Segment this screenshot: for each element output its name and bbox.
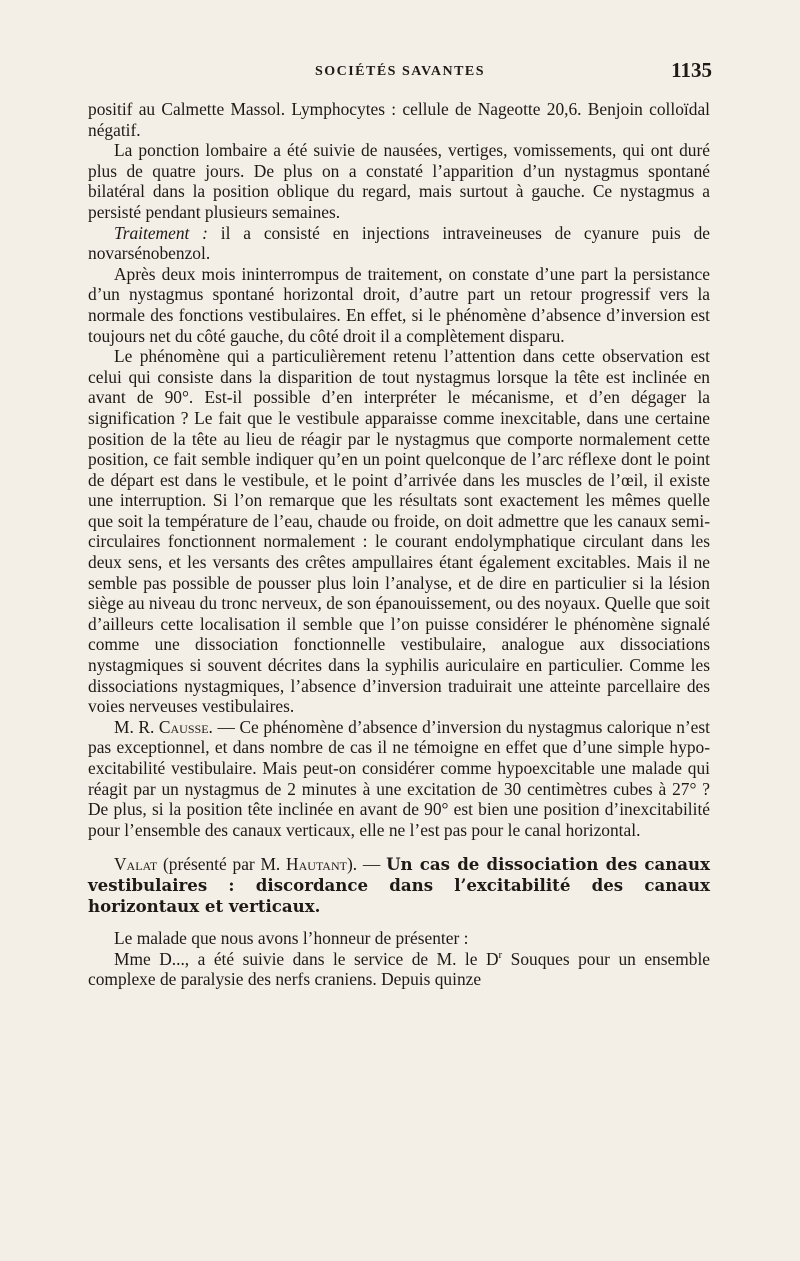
treatment-text: il a consisté en injections intraveineuses de cyanure puis de novarsénobenzol.: [88, 222, 710, 264]
paragraph-continuation: positif au Calmette Massol. Lymphocytes : cellule de Nageotte 20,6. Benjoin colloïdal négatif.: [88, 99, 710, 140]
paragraph-intro: Le malade que nous avons l’honneur de présenter :: [114, 928, 469, 949]
paragraph-after-treatment: Après deux mois ininterrompus de traitement, on constate d’une part la persistance d’un nystagmus spontané horizontal droit, d’autre part un retour progressif vers la normale des fonctions vestibulaires. En effet, si le phénomène d’absence d’inversion est toujours net du côté gauche, du côté droit il a complètement disparu.: [88, 263, 710, 346]
treatment-label: Traitement :: [114, 222, 208, 243]
presenter-name: Hautant: [286, 854, 347, 875]
paragraph-causse: [88, 717, 710, 841]
running-head: [88, 58, 712, 88]
running-title: SOCIÉTÉS SAVANTES: [314, 64, 486, 79]
paragraph-patient: [88, 949, 710, 990]
doctor-superscript: r: [498, 948, 503, 961]
patient-text-after: Souques pour un ensemble complexe de paralysie des nerfs craniens. Depuis quinze: [88, 948, 711, 990]
speaker-name: M. R. Causse.: [114, 716, 213, 737]
paragraph-lumbar-puncture: La ponction lombaire a été suivie de nausées, vertiges, vomissements, qui ont duré plus de quatre jours. De plus on a constaté l’apparition d’un nystagmus spontané bilatéral dans la position oblique du regard, mais surtout à gauche. Ce nystagmus a persisté pendant plusieurs semaines.: [88, 140, 710, 222]
page-number: 1135: [671, 58, 712, 82]
section-break: [88, 840, 710, 854]
section-title: Un cas de dissociation des canaux vestibulaires : discordance dans l’excitabilité des canaux horizontaux et verticaux.: [88, 854, 710, 916]
section-heading: [88, 854, 710, 916]
presented-by-open: (présenté par M.: [157, 854, 287, 875]
causse-text: — Ce phénomène d’absence d’inversion du nystagmus calorique n’est pas exceptionnel, et dans nombre de cas il ne témoigne en effet que d’une simple hypo-excitabilité vestibulaire. Mais peut-on considérer comme hypoexcitable une malade qui réagit par un nystagmus de 2 minutes à une excitation de 30 centimètres cubes à 27° ? De plus, si la position tête inclinée en avant de 90° est bien une position d’inexcitabilité pour l’ensemble des canaux verticaux, elle ne l’est pas pour le canal horizontal.: [88, 716, 711, 840]
author-name: Valat: [114, 854, 158, 875]
paragraph-treatment: [88, 223, 710, 264]
body-text: [88, 99, 710, 990]
patient-text-before: Mme D..., a été suivie dans le service de M. le D: [114, 948, 499, 969]
presented-by-close: ). —: [346, 854, 387, 875]
paragraph-discussion: Le phénomène qui a particulièrement retenu l’attention dans cette observation est celui qui consiste dans la disparition de tout nystagmus lorsque la tête est inclinée en avant de 90°. Est-il possible d’en interpréter le mécanisme, et d’en dégager la signification ? Le fait que le vestibule apparaisse comme inexcitable, dans une certaine position de la tête au lieu de réagir par le nystagmus que comporte normalement cette position, ce fait semble indiquer qu’en un point quelconque de l’arc réflexe dont le point de départ est dans le vestibule, et le point d’arrivée dans les muscles de l’œil, il existe une interruption. Si l’on remarque que les résultats sont exactement les mêmes quelle que soit la température de l’eau, chaude ou froide, on doit admettre que les canaux semi-circulaires fonctionnent normalement : le courant endolymphatique circulant dans les deux sens, et les versants des crêtes ampullaires étant également excitables. Mais il ne semble pas possible de pousser plus loin l’analyse, et de dire en particulier si la lésion siège au niveau du tronc nerveux, de son épanouissement, ou des noyaux. Quelle que soit d’ailleurs cette localisation il semble que l’on puisse considérer le phénomène signalé comme une dissociation fonctionnelle vestibulaire, analogue aux dissociations nystagmiques si souvent décrites dans la syphilis auriculaire en particulier. Comme les dissociations nystagmiques, l’absence d’inversion traduirait une atteinte parcellaire des voies nerveuses vestibulaires.: [88, 346, 710, 717]
